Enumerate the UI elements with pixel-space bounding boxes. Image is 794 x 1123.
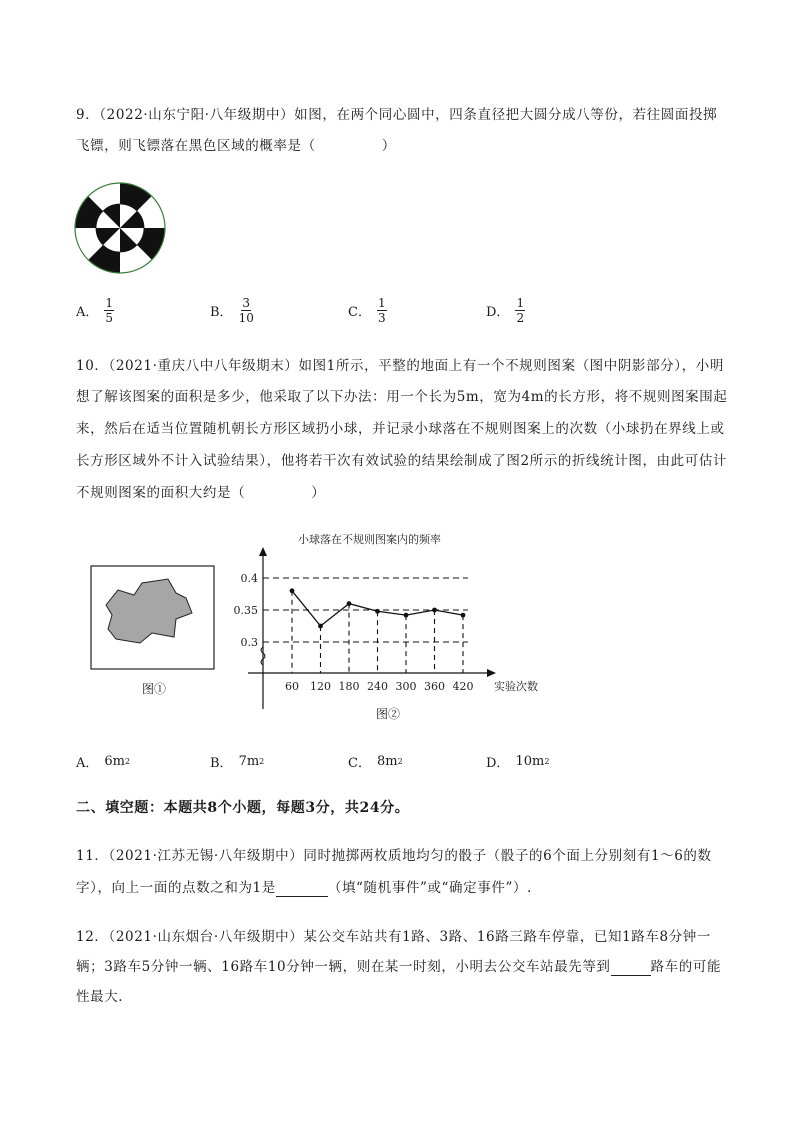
q11-line-2-prefix: 字），向上一面的点数之和为1是 <box>76 880 276 896</box>
q12-line-3: 性最大. <box>76 989 124 1005</box>
q9-option-b[interactable] <box>210 296 254 325</box>
fraction <box>515 296 525 325</box>
option-label: B． <box>210 756 233 771</box>
fraction <box>377 296 387 325</box>
denominator: 5 <box>105 311 114 325</box>
q10-option-c[interactable] <box>348 752 403 771</box>
y-tick-label: 0.3 <box>240 636 258 649</box>
option-label: C． <box>348 305 371 320</box>
fraction <box>104 296 114 325</box>
q11-answer-blank[interactable] <box>276 880 328 897</box>
q10-option-d[interactable] <box>486 752 549 771</box>
q9-line-2-suffix: ） <box>381 138 396 154</box>
superscript: 2 <box>397 757 403 766</box>
option-label: A． <box>76 305 99 320</box>
data-point <box>375 609 380 614</box>
q12-line-1: 12．（2021·山东烟台·八年级期中）某公交车站共有1路、3路、16路三路车停靠，已知1路车8分钟一 <box>76 929 712 945</box>
denominator: 3 <box>377 311 386 325</box>
q10-line-4: 长方形区域外不计入试验结果），他将若干次有效试验的结果绘制成了图2所示的折线统计图，由此可估计 <box>76 453 728 469</box>
x-tick-label: 360 <box>424 680 445 693</box>
data-point <box>461 613 466 618</box>
q11-line-1: 11．（2021·江苏无锡·八年级期中）同时抛掷两枚质地均匀的骰子（骰子的6个面上分别刻有1～6的数 <box>76 848 712 864</box>
chart-title: 小球落在不规则图案内的频率 <box>298 533 441 546</box>
y-tick-label: 0.35 <box>233 604 258 617</box>
numerator: 1 <box>516 296 525 310</box>
q10-line-5 <box>76 481 325 501</box>
q10-option-b[interactable] <box>210 752 264 771</box>
x-tick-label: 60 <box>285 680 299 693</box>
q10-line-2: 想了解该图案的面积是多少，他采取了以下办法：用一个长为5m，宽为4m的长方形，将不规则图案围起 <box>76 389 728 405</box>
data-point <box>404 613 409 618</box>
data-point <box>318 624 323 629</box>
option-label: B． <box>210 305 233 320</box>
denominator: 2 <box>516 311 525 325</box>
data-point <box>290 588 295 593</box>
option-value: 8m <box>376 754 398 769</box>
x-tick-label: 120 <box>310 680 331 693</box>
data-point <box>347 601 352 606</box>
q9-option-c[interactable] <box>348 296 387 325</box>
x-tick-label: 420 <box>452 680 474 693</box>
numerator: 1 <box>377 296 386 310</box>
superscript: 2 <box>125 757 131 766</box>
q9-line-2 <box>76 134 396 154</box>
q10-line-3: 来，然后在适当位置随机朝长方形区域扔小球，并记录小球落在不规则图案上的次数（小球扔在界线上或 <box>76 421 725 437</box>
option-label: C． <box>348 756 371 771</box>
q12-line-2-suffix: 路车的可能 <box>650 959 722 975</box>
q10-option-a[interactable] <box>76 752 130 771</box>
numerator: 3 <box>242 296 251 310</box>
section-2-title: 二、填空题：本题共8个小题，每题3分，共24分。 <box>76 800 410 816</box>
superscript: 2 <box>259 757 265 766</box>
q10-line-1: 10．（2021·重庆八中八年级期末）如图1所示，平整的地面上有一个不规则图案（图中阴影部分），小明 <box>76 358 724 374</box>
data-point <box>432 608 437 613</box>
q11-line-2-suffix: （填“随机事件”或“确定事件”）. <box>327 880 532 896</box>
q10-line-5-suffix: ） <box>311 485 326 501</box>
figure-1-irregular-shape <box>90 565 216 671</box>
denominator: 10 <box>238 311 254 325</box>
option-label: D． <box>486 305 510 320</box>
x-tick-label: 240 <box>367 680 388 693</box>
q12-line-2-prefix: 辆；3路车5分钟一辆、16路车10分钟一辆，则在某一时刻，小明去公交车站最先等到 <box>76 959 611 975</box>
option-label: A． <box>76 756 99 771</box>
figure-1-caption: 图① <box>142 682 167 696</box>
q9-option-d[interactable] <box>486 296 525 325</box>
option-value: 7m <box>238 754 260 769</box>
y-axis-arrow <box>259 547 267 556</box>
option-value: 10m <box>515 754 545 769</box>
q9-line-2-prefix: 飞镖，则飞镖落在黑色区域的概率是（ <box>76 138 316 154</box>
option-value: 6m <box>104 754 125 769</box>
q9-option-a[interactable] <box>76 296 114 325</box>
q10-line-5-prefix: 不规则图案的面积大约是（ <box>76 485 246 501</box>
x-tick-label: 300 <box>395 680 417 693</box>
y-tick-label: 0.4 <box>240 572 258 585</box>
x-axis-label: 实验次数 <box>494 680 538 693</box>
q12-line-2 <box>76 955 721 976</box>
x-tick-label: 180 <box>338 680 360 693</box>
superscript: 2 <box>544 757 550 766</box>
figure-2-caption: 图② <box>376 707 401 721</box>
figure-2-line-chart <box>230 525 560 715</box>
option-label: D． <box>486 756 510 771</box>
q9-line-1: 9．（2022·山东宁阳·八年级期中）如图，在两个同心圆中，四条直径把大圆分成八等份，若往圆面投掷 <box>76 107 718 123</box>
q12-answer-blank[interactable] <box>611 959 651 976</box>
numerator: 1 <box>105 296 114 310</box>
dartboard-figure <box>72 180 168 276</box>
x-axis-arrow <box>487 669 496 677</box>
fraction <box>239 296 254 325</box>
q11-line-2 <box>76 876 532 897</box>
